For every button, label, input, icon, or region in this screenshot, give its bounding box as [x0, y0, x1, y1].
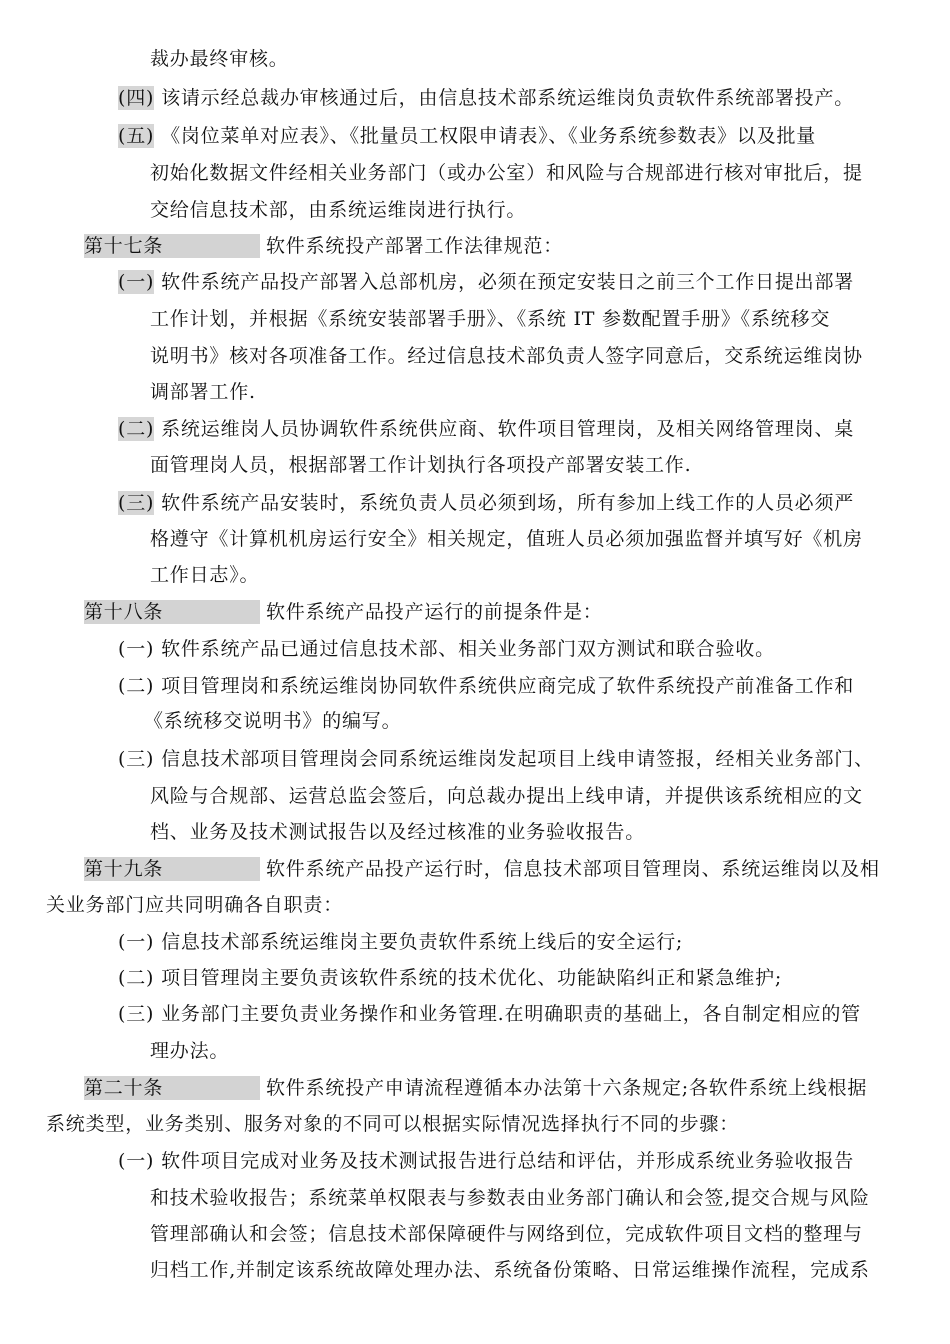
- article-heading: [84, 1076, 867, 1100]
- text-line: 软件系统投产申请流程遵循本办法第十六条规定;各软件系统上线根据: [266, 1077, 868, 1099]
- text-line: 管理部确认和会签；信息技术部保障硬件与网络到位，完成软件项目文档的整理与: [150, 1223, 863, 1245]
- article-heading: [84, 857, 880, 881]
- list-marker: (四): [118, 87, 155, 109]
- text-line: 档、业务及技术测试报告以及经过核准的业务验收报告。: [150, 821, 646, 843]
- article-label: 第二十条: [84, 1076, 260, 1100]
- list-marker: (二): [118, 418, 155, 440]
- list-marker: (五): [118, 125, 155, 147]
- text-line: 风险与合规部、运营总监会签后，向总裁办提出上线申请，并提供该系统相应的文: [150, 785, 863, 807]
- text-line: 格遵守《计算机机房运行安全》相关规定，值班人员必须加强监督并填写好《机房: [150, 528, 863, 550]
- list-item: [118, 417, 854, 441]
- text-line: 初始化数据文件经相关业务部门（或办公室）和风险与合规部进行核对审批后，提: [150, 162, 863, 184]
- text-line: 面管理岗人员，根据部署工作计划执行各项投产部署安装工作.: [150, 454, 692, 476]
- list-item: [118, 966, 782, 990]
- list-item: [118, 674, 854, 698]
- text-line: 关业务部门应共同明确各自职责：: [46, 894, 344, 916]
- text-line: 说明书》核对各项准备工作。经过信息技术部负责人签字同意后，交系统运维岗协: [150, 345, 863, 367]
- list-marker: (三): [118, 748, 155, 770]
- text-line: 交给信息技术部，由系统运维岗进行执行。: [150, 199, 527, 221]
- text-line: 理办法。: [150, 1040, 230, 1062]
- text-line: 调部署工作.: [150, 381, 256, 403]
- text-line: 系统类型，业务类别、服务对象的不同可以根据实际情况选择执行不同的步骤：: [46, 1113, 740, 1135]
- text-line: 信息技术部项目管理岗会同系统运维岗发起项目上线申请签报，经相关业务部门、: [161, 748, 874, 770]
- text-line: 工作计划，并根据《系统安装部署手册》、《系统 IT 参数配置手册》《系统移交: [150, 308, 831, 330]
- text-line: 业务部门主要负责业务操作和业务管理.在明确职责的基础上，各自制定相应的管: [161, 1003, 861, 1025]
- list-item: [118, 270, 854, 294]
- text-line: 《系统移交说明书》的编写。: [144, 710, 402, 732]
- list-marker: (一): [118, 931, 155, 953]
- article-label: 第十七条: [84, 234, 260, 258]
- text-line: 项目管理岗主要负责该软件系统的技术优化、功能缺陷纠正和紧急维护;: [161, 967, 783, 989]
- list-marker: (一): [118, 271, 155, 293]
- article-heading: [84, 234, 563, 258]
- list-item: [118, 930, 683, 954]
- text-line: 软件系统产品投产部署入总部机房，必须在预定安装日之前三个工作日提出部署: [161, 271, 855, 293]
- list-item: [118, 1149, 854, 1173]
- text-line: 工作日志》。: [150, 564, 260, 586]
- text-line: 归档工作,并制定该系统故障处理办法、系统备份策略、日常运维操作流程，完成系: [150, 1259, 870, 1281]
- text-line: 软件系统产品投产运行的前提条件是：: [266, 601, 603, 623]
- text-line: 软件项目完成对业务及技术测试报告进行总结和评估，并形成系统业务验收报告: [161, 1150, 855, 1172]
- article-heading: [84, 600, 603, 624]
- text-line: 信息技术部系统运维岗主要负责软件系统上线后的安全运行;: [161, 931, 684, 953]
- text-line: 项目管理岗和系统运维岗协同软件系统供应商完成了软件系统投产前准备工作和: [161, 675, 855, 697]
- list-marker: (一): [118, 1150, 155, 1172]
- text-line: 系统运维岗人员协调软件系统供应商、软件项目管理岗，及相关网络管理岗、桌: [161, 418, 855, 440]
- text-line: 软件系统产品已通过信息技术部、相关业务部门双方测试和联合验收。: [161, 638, 775, 660]
- list-item: [118, 491, 854, 515]
- list-item: [118, 637, 775, 661]
- text-line: 软件系统投产部署工作法律规范：: [266, 235, 564, 257]
- text-line: 和技术验收报告；系统菜单权限表与参数表由业务部门确认和会签,提交合规与风险: [150, 1187, 870, 1209]
- article-label: 第十九条: [84, 857, 260, 881]
- text-line: 软件系统产品投产运行时，信息技术部项目管理岗、系统运维岗以及相: [266, 858, 880, 880]
- list-item: [118, 124, 816, 148]
- text-line: 该请示经总裁办审核通过后，由信息技术部系统运维岗负责软件系统部署投产。: [161, 87, 855, 109]
- text-line: 《岗位菜单对应表》、《批量员工权限申请表》、《业务系统参数表》以及批量: [161, 125, 817, 147]
- list-item: [118, 1002, 861, 1026]
- list-marker: (三): [118, 1003, 155, 1025]
- list-item: [118, 86, 854, 110]
- text-line: 软件系统产品安装时，系统负责人员必须到场，所有参加上线工作的人员必须严: [161, 492, 855, 514]
- list-marker: (三): [118, 492, 155, 514]
- article-label: 第十八条: [84, 600, 260, 624]
- list-marker: (一): [118, 638, 155, 660]
- text-line: 裁办最终审核。: [150, 48, 289, 70]
- list-marker: (二): [118, 967, 155, 989]
- list-item: [118, 747, 874, 771]
- list-marker: (二): [118, 675, 155, 697]
